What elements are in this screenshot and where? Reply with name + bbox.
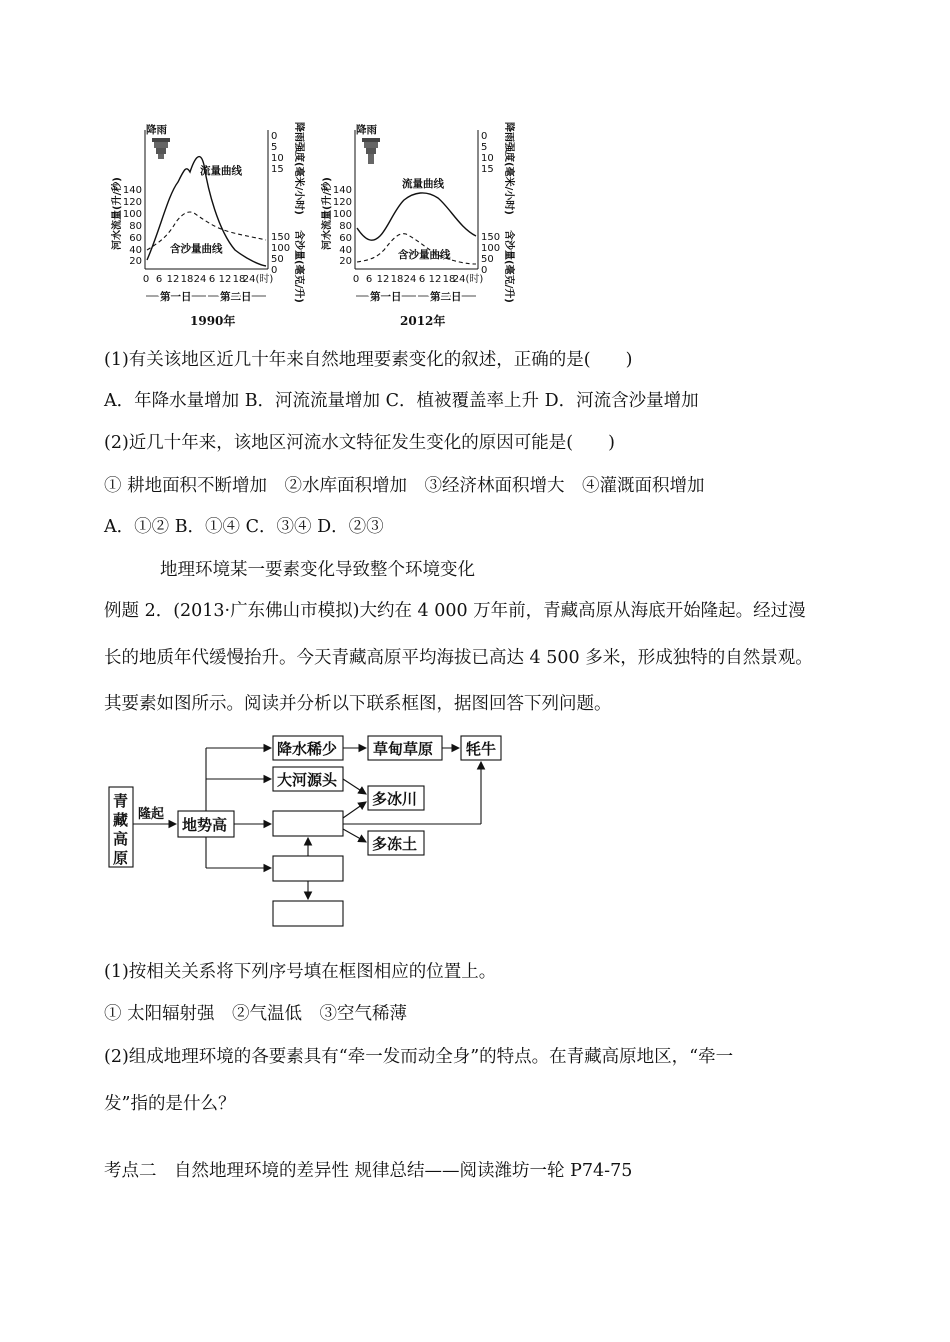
flow-curve-2012	[357, 193, 476, 240]
x-tick: 18	[180, 274, 194, 285]
x-tick: 18	[232, 274, 246, 285]
left-axis-label-1990: 河水流量(升/秒)	[112, 177, 123, 250]
x-tick: 18	[390, 274, 404, 285]
sand-tick: 150	[271, 232, 291, 243]
x-tick: 6	[418, 274, 426, 285]
example-line-1: 例题 2．(2013·广东佛山市模拟)大约在 4 000 万年前，青藏高原从海底开始隆起。经过漫	[104, 601, 806, 621]
x-tick: 24	[193, 274, 207, 285]
left-tick: 40	[129, 245, 142, 256]
permafrost-label: 多冻土	[372, 835, 418, 853]
sand-tick: 150	[481, 232, 501, 243]
x-tick: 12	[376, 274, 390, 285]
rain-tick: 5	[481, 142, 488, 153]
part-1-items: ① 太阳辐射强 ②气温低 ③空气稀薄	[104, 1004, 408, 1024]
plateau-flow-diagram	[100, 730, 520, 935]
section-heading: 地理环境某一要素变化导致整个环境变化	[160, 560, 475, 580]
day1-label: 第一日	[160, 291, 192, 303]
blank-box-3	[273, 901, 343, 926]
river-source-label: 大河源头	[277, 771, 338, 789]
left-tick: 40	[339, 245, 352, 256]
rain-hyetograph-2012	[362, 138, 380, 164]
sand-tick: 0	[481, 265, 488, 276]
blank-box-1	[273, 811, 343, 836]
left-tick: 140	[122, 185, 142, 196]
x-tick: 18	[442, 274, 456, 285]
yak-label: 牦牛	[466, 740, 497, 758]
x-tick: 24	[403, 274, 417, 285]
x-tick: 0	[352, 274, 360, 285]
sand-curve-label-2012: 含沙量曲线	[398, 249, 451, 261]
left-tick: 60	[339, 233, 352, 244]
left-tick: 80	[339, 221, 352, 232]
day2-label: 第二日	[220, 291, 252, 303]
plateau-char: 藏	[113, 811, 129, 829]
part-2-line-2: 发”指的是什么？	[104, 1094, 236, 1114]
plateau-char: 高	[113, 830, 129, 848]
day1-label: 第一日	[370, 291, 402, 303]
x-tick: 12	[428, 274, 442, 285]
left-axis-label-2012: 河水流量(升/秒)	[322, 177, 333, 250]
x-tick: 6	[208, 274, 216, 285]
plateau-char: 青	[113, 792, 129, 810]
example-line-3: 其要素如图所示。阅读并分析以下联系框图，据图回答下列问题。	[104, 694, 612, 714]
x-tick: 6	[365, 274, 373, 285]
rain-tick: 10	[481, 153, 494, 164]
glacier-label: 多冰川	[372, 790, 418, 808]
x-tick: 6	[155, 274, 163, 285]
question-2: (2)近几十年来，该地区河流水文特征发生变化的原因可能是( )	[104, 433, 615, 453]
rain-label-1990: 降雨	[146, 124, 167, 136]
terrain-label: 地势高	[182, 816, 228, 834]
runoff-charts-figure	[100, 110, 520, 335]
left-tick: 60	[129, 233, 142, 244]
day2-label: 第二日	[430, 291, 462, 303]
flow-curve-label-2012: 流量曲线	[402, 178, 444, 190]
left-tick: 20	[129, 256, 142, 267]
chart-1990	[110, 122, 306, 328]
plateau-char: 原	[113, 849, 129, 867]
rain-tick: 0	[481, 131, 488, 142]
example-line-2: 长的地质年代缓慢抬升。今天青藏高原平均海拔已高达 4 500 多米，形成独特的自然景观。	[104, 648, 813, 668]
right-axis-bottom-label-1990: 含沙量(毫克/升)	[293, 230, 304, 303]
x-tick: 12	[166, 274, 180, 285]
sand-tick: 0	[271, 265, 278, 276]
part-1: (1)按相关关系将下列序号填在框图相应的位置上。	[104, 962, 497, 982]
uplift-label: 隆起	[138, 807, 165, 822]
x-tick: 24(时)	[242, 274, 274, 285]
rain-label-2012: 降雨	[356, 124, 377, 136]
x-tick: 24(时)	[452, 274, 484, 285]
left-tick: 80	[129, 221, 142, 232]
sand-curve-label-1990: 含沙量曲线	[170, 243, 223, 255]
question-2-items: ① 耕地面积不断增加 ②水库面积增加 ③经济林面积增大 ④灌溉面积增加	[104, 476, 705, 496]
less-rain-label: 降水稀少	[277, 740, 338, 758]
part-2-line-1: (2)组成地理环境的各要素具有“牵一发而动全身”的特点。在青藏高原地区，“牵一	[104, 1047, 734, 1067]
sand-tick: 50	[481, 254, 494, 265]
rain-tick: 0	[271, 131, 278, 142]
left-tick: 120	[332, 197, 352, 208]
left-tick: 140	[332, 185, 352, 196]
right-axis-bottom-label-2012: 含沙量(毫克/升)	[503, 230, 514, 303]
question-1-options: A．年降水量增加 B．河流流量增加 C．植被覆盖率上升 D．河流含沙量增加	[104, 391, 699, 411]
right-axis-top-label-1990: 降雨强度(毫米/小时)	[293, 122, 304, 215]
rain-tick: 5	[271, 142, 278, 153]
question-1: (1)有关该地区近几十年来自然地理要素变化的叙述，正确的是( )	[104, 350, 633, 370]
rain-tick: 15	[481, 164, 494, 175]
x-tick: 12	[218, 274, 232, 285]
left-tick: 120	[122, 197, 142, 208]
sand-tick: 50	[271, 254, 284, 265]
section-footer: 考点二 自然地理环境的差异性 规律总结——阅读潍坊一轮 P74-75	[104, 1161, 633, 1181]
blank-box-2	[273, 856, 343, 881]
sand-tick: 100	[481, 243, 501, 254]
rain-tick: 15	[271, 164, 284, 175]
grassland-label: 草甸草原	[373, 740, 434, 758]
sand-tick: 100	[271, 243, 291, 254]
caption-2012: 2012年	[400, 314, 446, 328]
flow-curve-label-1990: 流量曲线	[200, 165, 242, 177]
left-tick: 20	[339, 256, 352, 267]
question-2-options: A．①② B．①④ C．③④ D．②③	[104, 517, 384, 537]
rain-hyetograph-1990	[152, 138, 170, 159]
caption-1990: 1990年	[190, 314, 236, 328]
rain-tick: 10	[271, 153, 284, 164]
x-tick: 0	[142, 274, 150, 285]
left-tick: 100	[122, 209, 142, 220]
chart-2012	[320, 122, 516, 328]
right-axis-top-label-2012: 降雨强度(毫米/小时)	[503, 122, 514, 215]
left-tick: 100	[332, 209, 352, 220]
